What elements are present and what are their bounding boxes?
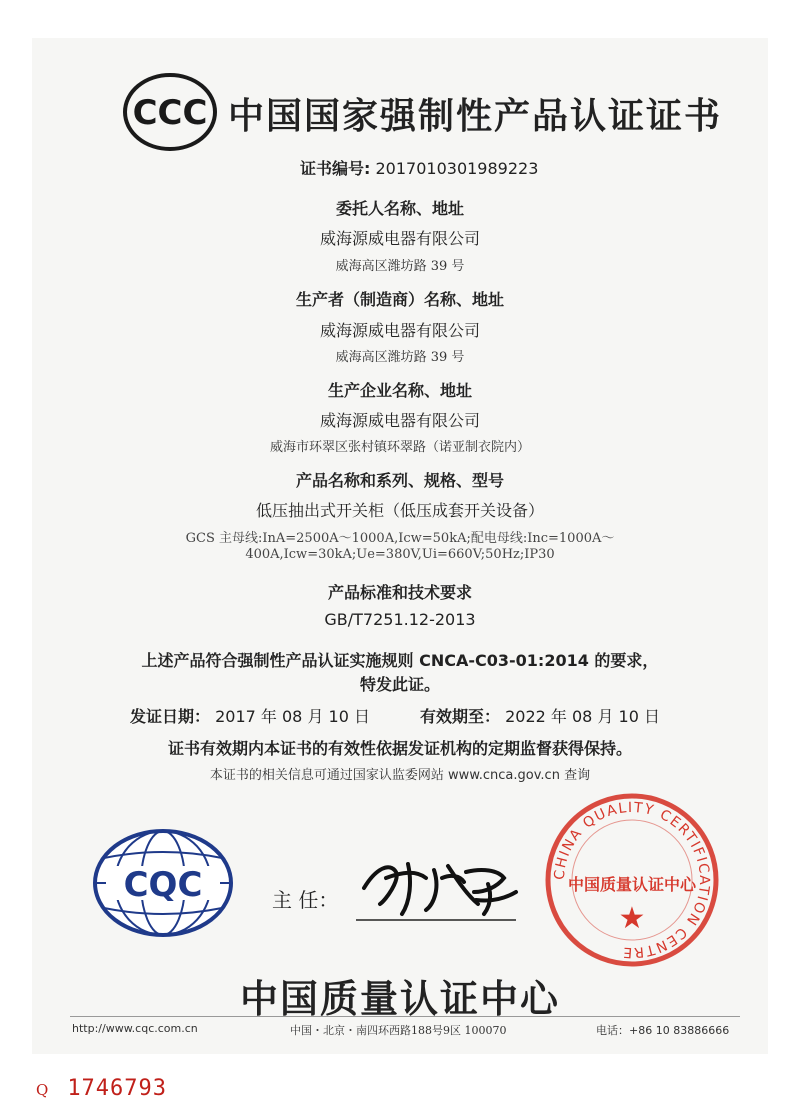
signatory-label: 主 任： bbox=[272, 888, 339, 912]
expiry-date bbox=[420, 704, 660, 727]
applicant-name: 威海源威电器有限公司 bbox=[319, 229, 480, 248]
product-spec-line2: 400A,Icw=30kA;Ue=380V,Ui=660V;50Hz;IP30 bbox=[245, 547, 555, 562]
validity-note: 证书有效期内本证书的有效性依据发证机构的定期监督获得保持。 bbox=[167, 739, 632, 758]
footer-phone: 电话：+86 10 83886666 bbox=[596, 1024, 730, 1037]
product-label: 产品名称和系列、规格、型号 bbox=[295, 471, 504, 490]
manufacturer-label: 生产者（制造商）名称、地址 bbox=[295, 290, 504, 309]
ccc-logo bbox=[122, 72, 218, 152]
issuer-name: 中国质量认证中心 bbox=[239, 977, 560, 1021]
query-note: 本证书的相关信息可通过国家认监委网站 www.cnca.gov.cn 查询 bbox=[209, 768, 591, 783]
footer-website[interactable]: http://www.cqc.com.cn bbox=[72, 1022, 198, 1035]
serial-number bbox=[36, 1076, 167, 1101]
applicant-label: 委托人名称、地址 bbox=[335, 199, 464, 218]
serial-prefix: Q bbox=[36, 1081, 50, 1099]
cqc-logo bbox=[92, 828, 234, 938]
expiry-date-value: 2022 年 08 月 10 日 bbox=[505, 707, 660, 726]
standard-value: GB/T7251.12-2013 bbox=[324, 610, 476, 629]
manufacturer-address: 威海高区潍坊路 39 号 bbox=[335, 350, 465, 365]
signature bbox=[356, 848, 526, 924]
certificate-number bbox=[300, 156, 538, 179]
issue-date bbox=[130, 704, 370, 727]
svg-text:CCC: CCC bbox=[132, 93, 208, 133]
certificate-title: 中国国家强制性产品认证证书 bbox=[228, 96, 723, 137]
standard-label: 产品标准和技术要求 bbox=[327, 583, 472, 602]
expiry-date-label: 有效期至： bbox=[420, 707, 501, 726]
applicant-address: 威海高区潍坊路 39 号 bbox=[335, 259, 465, 274]
factory-name: 威海源威电器有限公司 bbox=[319, 411, 480, 430]
footer-rule bbox=[70, 1016, 740, 1017]
issue-date-value: 2017 年 08 月 10 日 bbox=[215, 707, 370, 726]
product-name: 低压抽出式开关柜（低压成套开关设备） bbox=[255, 501, 544, 520]
certificate-number-label: 证书编号: bbox=[300, 159, 371, 178]
factory-label: 生产企业名称、地址 bbox=[327, 381, 472, 400]
product-spec-line1: GCS 主母线:InA=2500A～1000A,Icw=50kA;配电母线:Inc=1000A～ bbox=[185, 531, 615, 546]
svg-text:★: ★ bbox=[618, 901, 646, 936]
official-seal bbox=[542, 790, 722, 970]
factory-address: 威海市环翠区张村镇环翠路（诺亚制衣院内） bbox=[269, 440, 530, 455]
footer-address: 中国・北京・南四环西路188号9区 100070 bbox=[290, 1024, 507, 1037]
certificate-number-value: 2017010301989223 bbox=[375, 159, 539, 178]
manufacturer-name: 威海源威电器有限公司 bbox=[319, 321, 480, 340]
issue-date-label: 发证日期： bbox=[130, 707, 211, 726]
svg-text:中国质量认证中心: 中国质量认证中心 bbox=[567, 875, 697, 894]
svg-text:CQC: CQC bbox=[123, 865, 203, 905]
serial-digits: 1746793 bbox=[67, 1076, 168, 1101]
statement-line2: 特发此证。 bbox=[359, 675, 440, 694]
svg-text:CHINA QUALITY CERTIFICATION CE: CHINA QUALITY CERTIFICATION CENTRE bbox=[551, 799, 713, 961]
statement-line1: 上述产品符合强制性产品认证实施规则 CNCA-C03-01:2014 的要求， bbox=[141, 651, 659, 670]
